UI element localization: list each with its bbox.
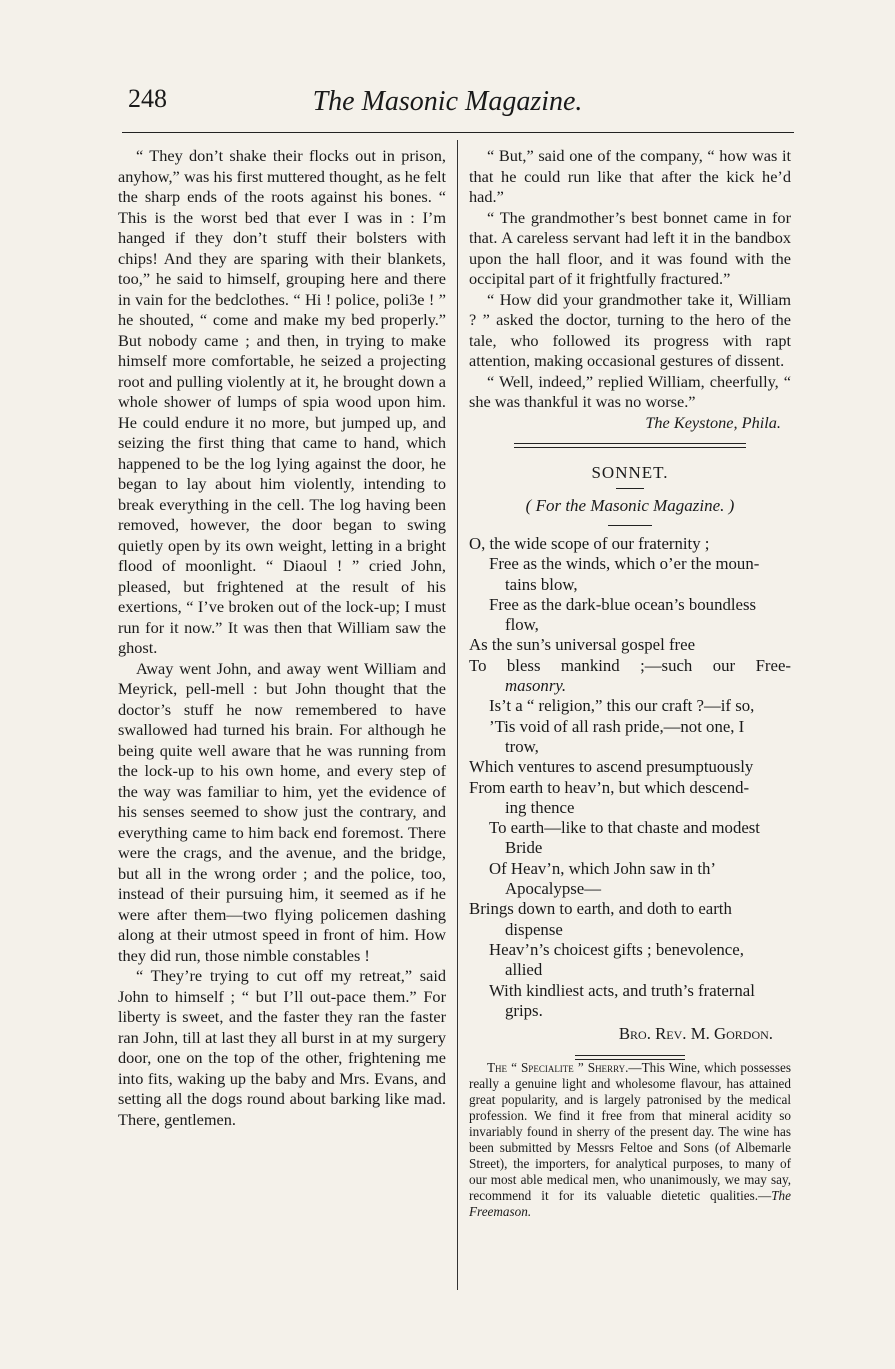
poem-line: To bless mankind ;—such our Free- bbox=[469, 655, 791, 675]
poem-line: To earth—like to that chaste and modest bbox=[489, 818, 760, 838]
sonnet-attribution bbox=[469, 1023, 791, 1045]
poem-line: Heav’n’s choicest gifts ; benevolence, bbox=[489, 939, 744, 959]
poem-line: flow, bbox=[505, 615, 539, 635]
left-column bbox=[118, 146, 446, 1130]
poem-line: grips. bbox=[505, 1000, 543, 1020]
story-paragraph: “ The grandmother’s best bonnet came in for that. A careless servant had left it in the bandbox upon the hall floor, and it was found with the occipital part of it frightfully fractured.” bbox=[469, 207, 791, 288]
sherry-notice bbox=[469, 1060, 791, 1220]
story-paragraph: “ Well, indeed,” replied William, cheerfully, “ she was thankful it was no worse.” bbox=[469, 371, 791, 411]
running-head-title: The Masonic Magazine. bbox=[312, 86, 583, 117]
sonnet-subtitle: ( For the Masonic Magazine. ) bbox=[525, 496, 735, 515]
story-paragraph: “ They don’t shake their flocks out in prison, anyhow,” was his first muttered thought, as he felt the sharp ends of the roots against his bones. “ This is the worst bed that ever I was in : I’m hanged if they don’t stuff their bolsters with chips! And they are sparing with their blankets, too,” he said to himself, grouping here and there in vain for the bedclothes. “ Hi ! police, poli3e ! ” he shouted, “ come and make my bed properly.” But nobody came ; and then, in trying to make himself more comfortable, he seized a projecting root and pulling violently at it, he brought down a whole shower of lumps of spia wood upon him. He could endure it no more, but jumped up, and seizing the first thing that came to hand, which happened to be the log lying against the door, he began to lay about him violently, intending to break everything in the cell. The log having been removed, however, the door began to swing quietly open by its own weight, letting in a bright flood of moonlight. “ Diaoul ! ” cried John, pleased, but frightened at the result of his exertions, “ I’ve broken out of the lock-up; I must run for it now.” It was then that William saw the ghost. bbox=[118, 146, 446, 657]
poem-line: From earth to heav’n, but which descend- bbox=[469, 777, 750, 797]
poem-line: ’Tis void of all rash pride,—not one, I bbox=[489, 716, 745, 736]
notice-source: The Freemason. bbox=[469, 1188, 791, 1220]
poem-line: Is’t a “ religion,” this our craft ?—if so, bbox=[489, 696, 755, 716]
poem-line: Free as the winds, which o’er the moun- bbox=[489, 554, 760, 574]
page-number: 248 bbox=[128, 84, 167, 113]
section-double-rule bbox=[514, 443, 746, 448]
poem-line: ing thence bbox=[505, 797, 575, 817]
poem-line: As the sun’s universal gospel free bbox=[469, 635, 696, 655]
story-paragraph: Away went John, and away went William and Meyrick, pell-mell : but John thought that the doctor’s stuff he now remembered to have swallowed had turned his brain. For although he being quite well aware that he was running from the lock-up to his own home, and every step of the way was familiar to him, yet the evidence of his senses seemed to show just the contrary, and everything came to him back end foremost. There were the crags, and the avenue, and the bridge, but all in the wrong order ; and the police, too, instead of their pursuing him, it seemed as if he were after them—two flying policemen dashing along at their utmost speed in front of him. How they did run, those nimble constables ! bbox=[118, 658, 446, 965]
sonnet-title: SONNET. bbox=[591, 463, 669, 482]
poem-line: trow, bbox=[505, 736, 539, 756]
title-rule bbox=[616, 488, 644, 489]
column-divider bbox=[457, 140, 458, 1290]
poem-line: Free as the dark-blue ocean’s boundless bbox=[489, 594, 757, 614]
poem-line: O, the wide scope of our fraternity ; bbox=[469, 534, 710, 553]
story-paragraph: “ But,” said one of the company, “ how was it that he could run like that after the kick he’d had.” bbox=[469, 146, 791, 206]
subtitle-rule bbox=[608, 525, 652, 526]
story-paragraph: “ They’re trying to cut off my retreat,” said John to himself ; “ but I’ll out-pace them.” For liberty is sweet, and the faster they ran the faster ran John, till at last they all burst in at my surgery door, one on the top of the other, frightening me into fits, waking up the baby and Mrs. Evans, and setting all the dogs round about barking like mad. There, gentlemen. bbox=[118, 966, 446, 1129]
right-column bbox=[469, 146, 791, 1220]
story-paragraph: “ How did your grandmother take it, William ? ” asked the doctor, turning to the hero of the tale, who followed its progress with rapt attention, making occasional gestures of dissent. bbox=[469, 289, 791, 370]
notice-lead: The “ Specialite ” Sherry. bbox=[487, 1060, 629, 1076]
poem-line: dispense bbox=[505, 919, 563, 939]
header-rule bbox=[122, 132, 794, 133]
poem-line: Brings down to earth, and doth to earth bbox=[469, 899, 732, 919]
poem-line: Bride bbox=[505, 838, 543, 858]
poem-line: Which ventures to ascend presumptuously bbox=[469, 757, 754, 777]
story-source: The Keystone, Phila. bbox=[645, 412, 781, 432]
sonnet-body bbox=[469, 534, 791, 1021]
poem-line: masonry. bbox=[505, 676, 567, 696]
notice-body: —This Wine, which possesses really a genuine light and wholesome flavour, has attained great popularity, and is largely patronised by the medical profession. We find it free from that mineral acidity so invariably found in sherry of the present day. The wine has been submitted by Messrs Feltoe and Sons (of Albemarle Street), the importers, for analytical purposes, to many of our most able medical men, who unanimously, we may say, recommend it for its valuable dietetic qualities.— bbox=[469, 1060, 791, 1204]
poem-line: Of Heav’n, which John saw in th’ bbox=[489, 858, 716, 878]
poem-line: With kindliest acts, and truth’s fraternal bbox=[489, 980, 755, 1000]
attribution-text: Bro. Rev. M. Gordon. bbox=[618, 1024, 773, 1044]
poem-line: allied bbox=[505, 960, 543, 980]
poem-line: tains blow, bbox=[505, 574, 578, 594]
poem-line: Apocalypse— bbox=[505, 879, 602, 899]
